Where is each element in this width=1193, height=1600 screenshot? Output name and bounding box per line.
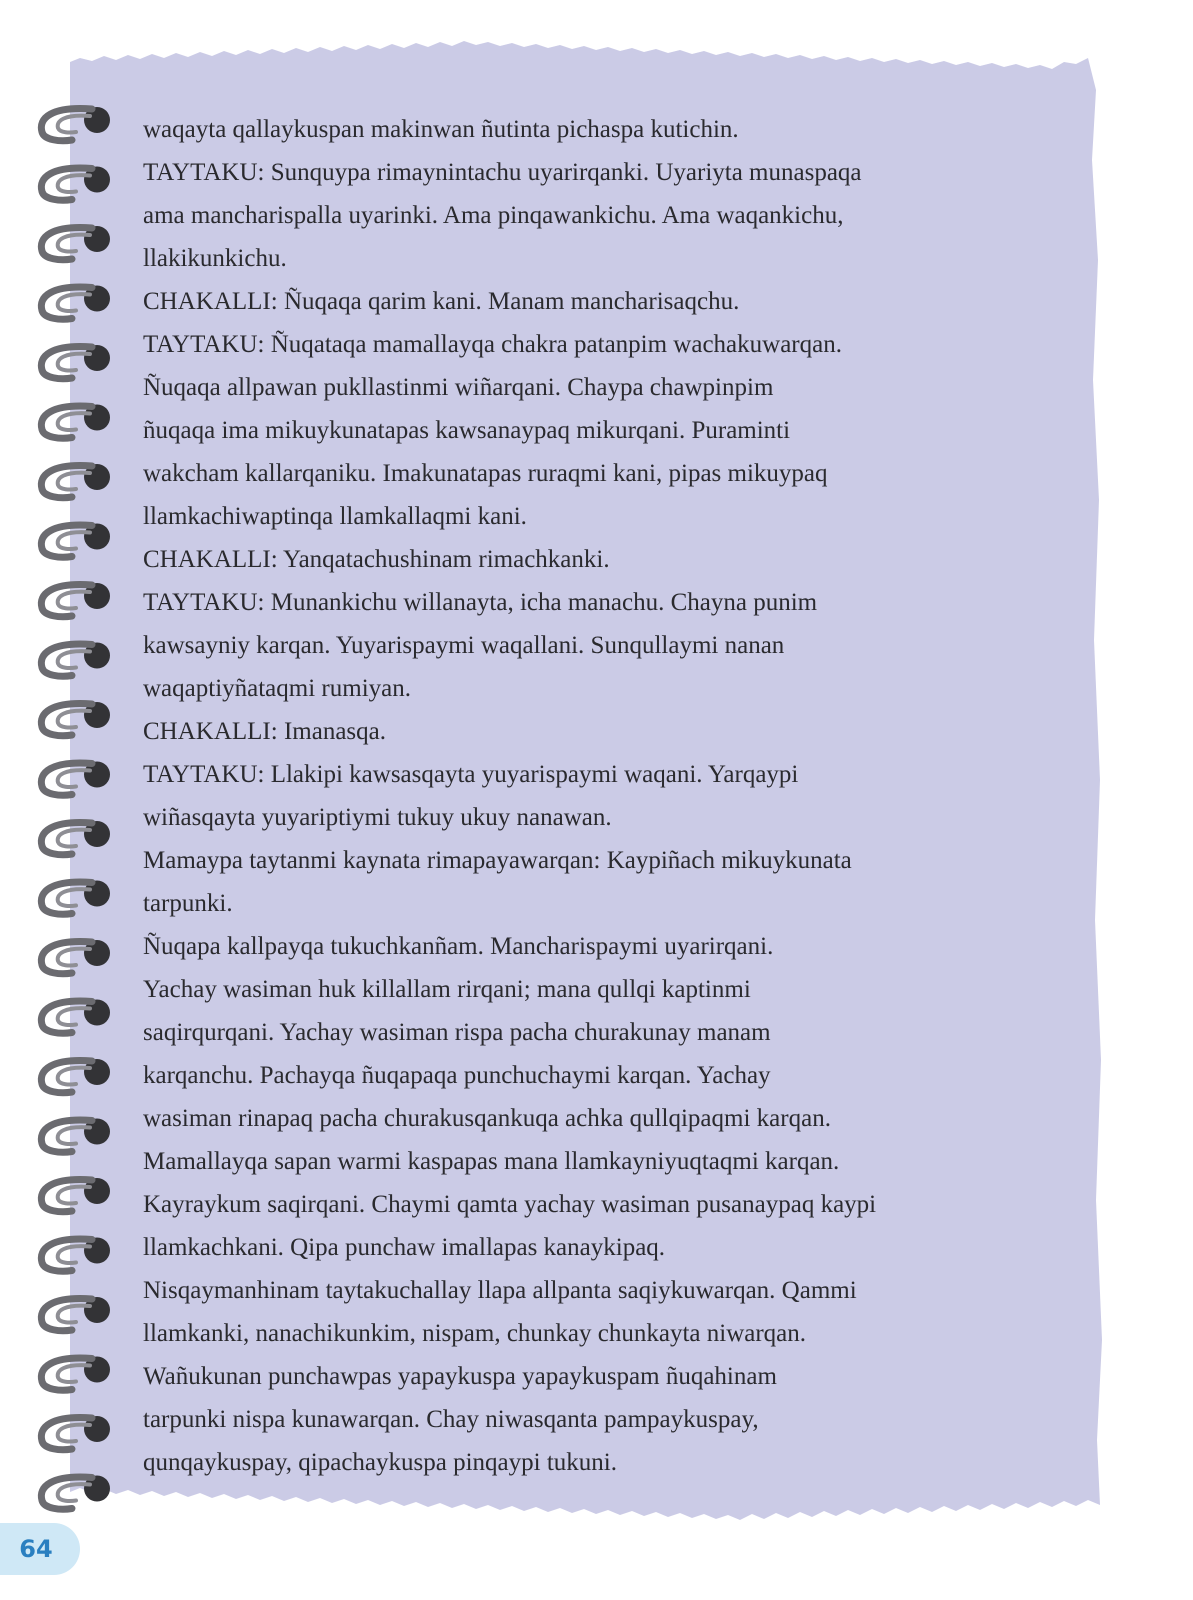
text-line: TAYTAKU: Ñuqataqa mamallayqa chakra patanpim wachakuwarqan. — [143, 331, 842, 358]
text-line: CHAKALLI: Ñuqaqa qarim kani. Manam mancharisaqchu. — [143, 288, 740, 315]
text-line: CHAKALLI: Yanqatachushinam rimachkanki. — [143, 546, 610, 573]
text-line: wakcham kallarqaniku. Imakunatapas ruraqmi kani, pipas mikuypaq — [143, 460, 828, 487]
text-line: waqayta qallaykuspan makinwan ñutinta pichaspa kutichin. — [143, 116, 739, 143]
text-line: qunqaykuspay, qipachaykuspa pinqaypi tukuni. — [143, 1449, 617, 1476]
text-line: ama mancharispalla uyarinki. Ama pinqawankichu. Ama waqankichu, — [143, 202, 844, 229]
text-line: Ñuqaqa allpawan pukllastinmi wiñarqani. Chaypa chawpinpim — [143, 374, 774, 401]
story-text — [143, 108, 1023, 1484]
page-number-badge — [0, 1523, 80, 1575]
text-line: kawsayniy karqan. Yuyarispaymi waqallani. Sunqullaymi nanan — [143, 632, 785, 659]
text-line: llamkachkani. Qipa punchaw imallapas kanaykipaq. — [143, 1234, 666, 1261]
text-line: TAYTAKU: Sunquypa rimaynintachu uyarirqanki. Uyariyta munaspaqa — [143, 159, 862, 186]
text-line: wasiman rinapaq pacha churakusqankuqa achka qullqipaqmi karqan. — [143, 1105, 831, 1132]
text-line: saqirqurqani. Yachay wasiman rispa pacha churakunay manam — [143, 1019, 771, 1046]
text-line: karqanchu. Pachayqa ñuqapaqa punchuchaymi karqan. Yachay — [143, 1062, 771, 1089]
text-line: Yachay wasiman huk killallam rirqani; mana qullqi kaptinmi — [143, 976, 751, 1003]
text-line: waqaptiyñataqmi rumiyan. — [143, 675, 411, 702]
text-line: Wañukunan punchawpas yapaykuspa yapaykuspam ñuqahinam — [143, 1363, 777, 1390]
text-line: tarpunki nispa kunawarqan. Chay niwasqanta pampaykuspay, — [143, 1406, 759, 1433]
text-line: llamkanki, nanachikunkim, nispam, chunkay chunkayta niwarqan. — [143, 1320, 807, 1347]
text-line: tarpunki. — [143, 890, 233, 917]
text-line: ñuqaqa ima mikuykunatapas kawsanaypaq mikurqani. Puraminti — [143, 417, 791, 444]
text-line: llakikunkichu. — [143, 245, 287, 272]
text-line: TAYTAKU: Munankichu willanayta, icha manachu. Chayna punim — [143, 589, 818, 616]
text-line: CHAKALLI: Imanasqa. — [143, 718, 386, 745]
text-line: llamkachiwaptinqa llamkallaqmi kani. — [143, 503, 527, 530]
text-line: Kayraykum saqirqani. Chaymi qamta yachay wasiman pusanaypaq kaypi — [143, 1191, 877, 1218]
text-line: Ñuqapa kallpayqa tukuchkanñam. Mancharispaymi uyarirqani. — [143, 933, 774, 960]
text-line: Mamallayqa sapan warmi kaspapas mana llamkayniyuqtaqmi karqan. — [143, 1148, 840, 1175]
text-line: Nisqaymanhinam taytakuchallay llapa allpanta saqiykuwarqan. Qammi — [143, 1277, 857, 1304]
text-line: Mamaypa taytanmi kaynata rimapayawarqan: Kaypiñach mikuykunata — [143, 847, 852, 874]
page-number: 64 — [19, 1535, 53, 1563]
spiral-ring-icon — [41, 1476, 110, 1510]
text-line: TAYTAKU: Llakipi kawsasqayta yuyarispaymi waqani. Yarqaypi — [143, 761, 799, 788]
text-line: wiñasqayta yuyariptiymi tukuy ukuy nanawan. — [143, 804, 612, 831]
